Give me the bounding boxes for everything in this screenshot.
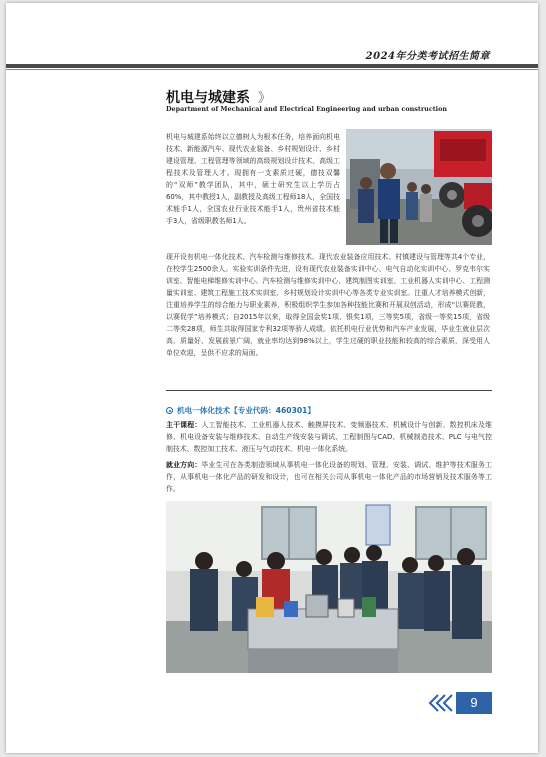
section-title-text: 机电与城建系 [166, 90, 250, 106]
direction-text: 毕业生可在各类制造领域从事机电一体化设备的规划、管理、安装、调试、维护等技术服务工作，从事机电一体化产品的研发和设计，也可在相关公司从事机电一体化产品的市场营销及技术服务等工作。 [166, 461, 493, 493]
major-title-text: 机电一体化技术【专业代码：460301】 [177, 406, 316, 415]
document-page [6, 3, 538, 753]
photo-students-with-machinery [346, 129, 492, 245]
chevron-triple-left-icon [426, 692, 456, 714]
section-title [166, 87, 271, 107]
header-rule [6, 64, 538, 68]
direction-label: 就业方向： [166, 461, 202, 469]
section-title-en: Department of Mechanical and Electrical Engineering and urban construction [166, 105, 448, 113]
header-rule-thin [6, 69, 538, 70]
section-divider [166, 390, 492, 391]
intro-paragraph-part1: 机电与城建系始终以立德树人为根本任务，培养面向机电技术、新能源汽车、现代农业装备、乡村规划设计、乡村建设管理、工程管理等领域的高级规划设计技术、高级工程技术及管理人才。现拥有一支素质过硬，德技双馨的“双师”教学团队，其中，硕士研究生以上学历占60%，其中教授1人，副教授及高级工程师18人，全国技术能手1人，全国农业行业技术能手1人，贵州省技术能手3人，省级职教名师1人。 [166, 133, 340, 225]
target-bullet-icon [166, 407, 173, 414]
courses-text: 人工智能技术、工业机器人技术、触摸屏技术、变频器技术、机械设计与创新、数控机床及维修、机电设备安装与维修技术、自动生产线安装与调试、工程制图与CAD、机械制造技术、PLC 与电气控制技术、数控加工技术、液压与气动技术、机电一体化系统。 [166, 421, 493, 453]
courses-label: 主干课程： [166, 421, 202, 429]
major-title [166, 405, 315, 416]
page-number: 9 [456, 692, 492, 714]
photo-training-lab [166, 501, 492, 673]
major-courses [166, 419, 492, 455]
intro-paragraph-part2: 现开设有机电一体化技术、汽车检测与维修技术、现代农业装备应用技术、村镇建设与管理等共4个专业，在校学生2500余人。实验实训条件先进，设有现代农业装备实训中心、电气自动化实训中心、罗克韦尔实训室、智能电梯维修实训中心、汽车检测与维修实训中心、建筑制图实训室、工业机器人实训中心、工程测量实训室、建筑工程施工技术实训室、乡村规划设计实训中心等各类专业实训室。注重人才培养模式创新，注重培养学生的综合能力与职业素养，积极组织学生参加各种技能比赛和开展双创活动，形成“以赛促教，以赛促学”培养模式；自2015年以来，取得全国金奖1项、银奖1项，三等奖5项，省级一等奖15项，省级二等奖28项，师生共取得国家专利32项等骄人成绩。依托机电行业优势和汽车产业发展，毕业生就业层次高、质量好、发展前景广阔，就业率均达到98%以上，学生过硬的职业技能和较高的综合素质，深受用人单位欢迎，呈供不应求的局面。 [166, 253, 490, 357]
chevron-double-right-icon: 》 [258, 91, 272, 106]
header-book-title: 2024年分类考试招生简章 [365, 51, 490, 62]
major-employment-direction [166, 459, 492, 495]
